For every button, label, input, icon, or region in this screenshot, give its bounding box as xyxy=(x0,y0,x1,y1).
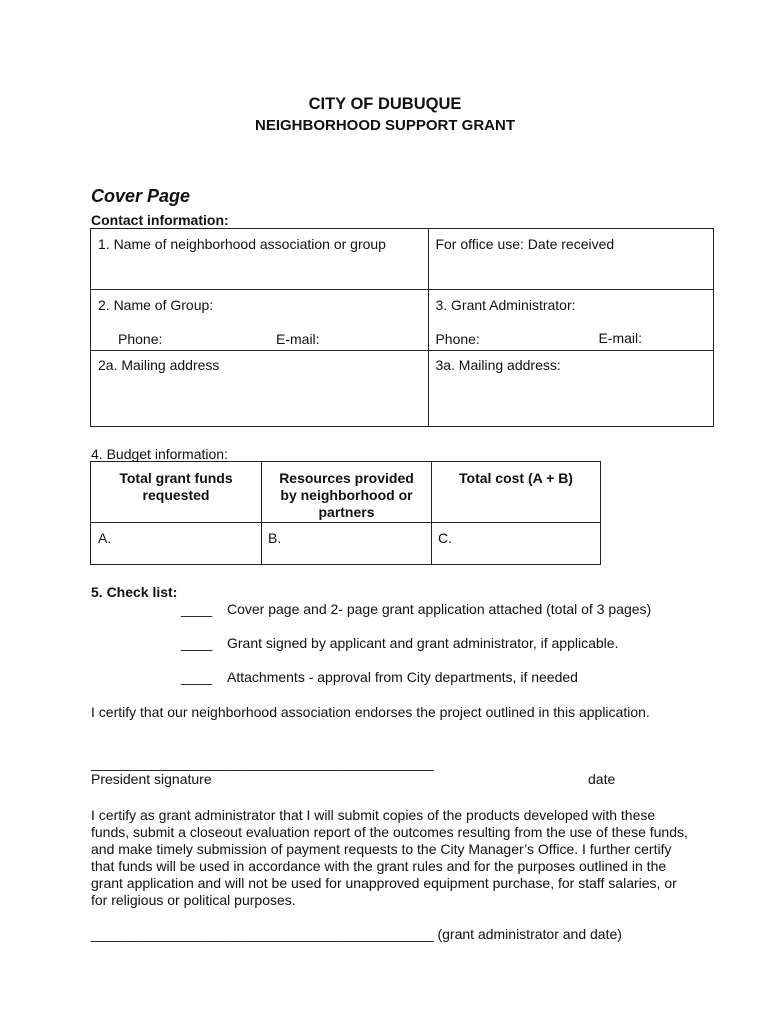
president-signature-label: President signature xyxy=(91,771,212,787)
budget-info-label: 4. Budget information: xyxy=(91,446,228,462)
budget-col-c-header xyxy=(432,462,601,523)
budget-value-b[interactable] xyxy=(262,523,432,565)
checklist-item-1: Cover page and 2- page grant application attached (total of 3 pages) xyxy=(227,601,652,617)
admin-signature-line[interactable]: ____________________________________________ (grant administrator and date) xyxy=(91,926,622,942)
contact-table xyxy=(90,228,714,427)
budget-value-c[interactable] xyxy=(432,523,601,565)
endorsement-statement: I certify that our neighborhood association endorses the project outlined in this application. xyxy=(91,704,650,720)
checklist-item-2: Grant signed by applicant and grant administrator, if applicable. xyxy=(227,635,619,651)
budget-col-b-header xyxy=(262,462,432,523)
assoc-name-cell[interactable] xyxy=(91,229,429,290)
budget-value-b-label: B. xyxy=(268,530,282,546)
date-label: date xyxy=(588,771,616,787)
budget-col-a-text: Total grant funds requested xyxy=(119,470,233,503)
mailing-left-cell[interactable] xyxy=(91,351,429,427)
budget-value-a-label: A. xyxy=(98,530,112,546)
document-title: CITY OF DUBUQUE xyxy=(308,95,462,113)
budget-col-c-text: Total cost (A + B) xyxy=(459,470,573,486)
contact-info-label: Contact information: xyxy=(91,212,229,228)
phone-right-label: Phone: xyxy=(435,331,480,347)
mailing-right-label: 3a. Mailing address: xyxy=(435,357,561,373)
grant-admin-label: 3. Grant Administrator: xyxy=(435,297,576,313)
mailing-left-label: 2a. Mailing address xyxy=(98,357,220,373)
checklist-blank-2[interactable]: ____ xyxy=(181,635,213,651)
office-use-cell xyxy=(429,229,714,290)
budget-table xyxy=(90,461,601,565)
budget-value-c-label: C. xyxy=(438,530,452,546)
admin-certification-paragraph: I certify as grant administrator that I will submit copies of the products developed with these funds, submit a closeout evaluation report of the outcomes resulting from the use of these funds, and make timely submission of payment requests to the City Manager’s Office. I further certify that funds will be used in accordance with the grant rules and for the purposes outlined in the grant application and will not be used for unapproved equipment purchase, for staff salaries, or for religious or political purposes. xyxy=(91,807,688,908)
assoc-name-label: 1. Name of neighborhood association or group xyxy=(98,236,386,252)
checklist-item-3: Attachments - approval from City departments, if needed xyxy=(227,669,578,685)
budget-value-a[interactable] xyxy=(91,523,262,565)
budget-col-b-text: Resources provided by neighborhood or partners xyxy=(279,470,414,520)
email-left-label: E-mail: xyxy=(276,331,320,347)
budget-col-a-header xyxy=(91,462,262,523)
email-right-label: E-mail: xyxy=(598,330,643,346)
mailing-right-cell[interactable] xyxy=(429,351,714,427)
group-name-cell[interactable] xyxy=(91,290,429,351)
president-signature-line[interactable]: ____________________________________________ xyxy=(91,755,434,771)
checklist-label: 5. Check list: xyxy=(91,584,178,600)
office-use-label: For office use: Date received xyxy=(435,236,615,252)
checklist-blank-1[interactable]: ____ xyxy=(181,601,213,617)
group-name-label: 2. Name of Group: xyxy=(98,297,214,313)
document-subtitle: NEIGHBORHOOD SUPPORT GRANT xyxy=(254,117,515,134)
grant-admin-cell[interactable] xyxy=(429,290,714,351)
phone-left-label: Phone: xyxy=(118,331,163,347)
checklist-blank-3[interactable]: ____ xyxy=(181,669,213,685)
cover-page-heading: Cover Page xyxy=(91,186,191,206)
